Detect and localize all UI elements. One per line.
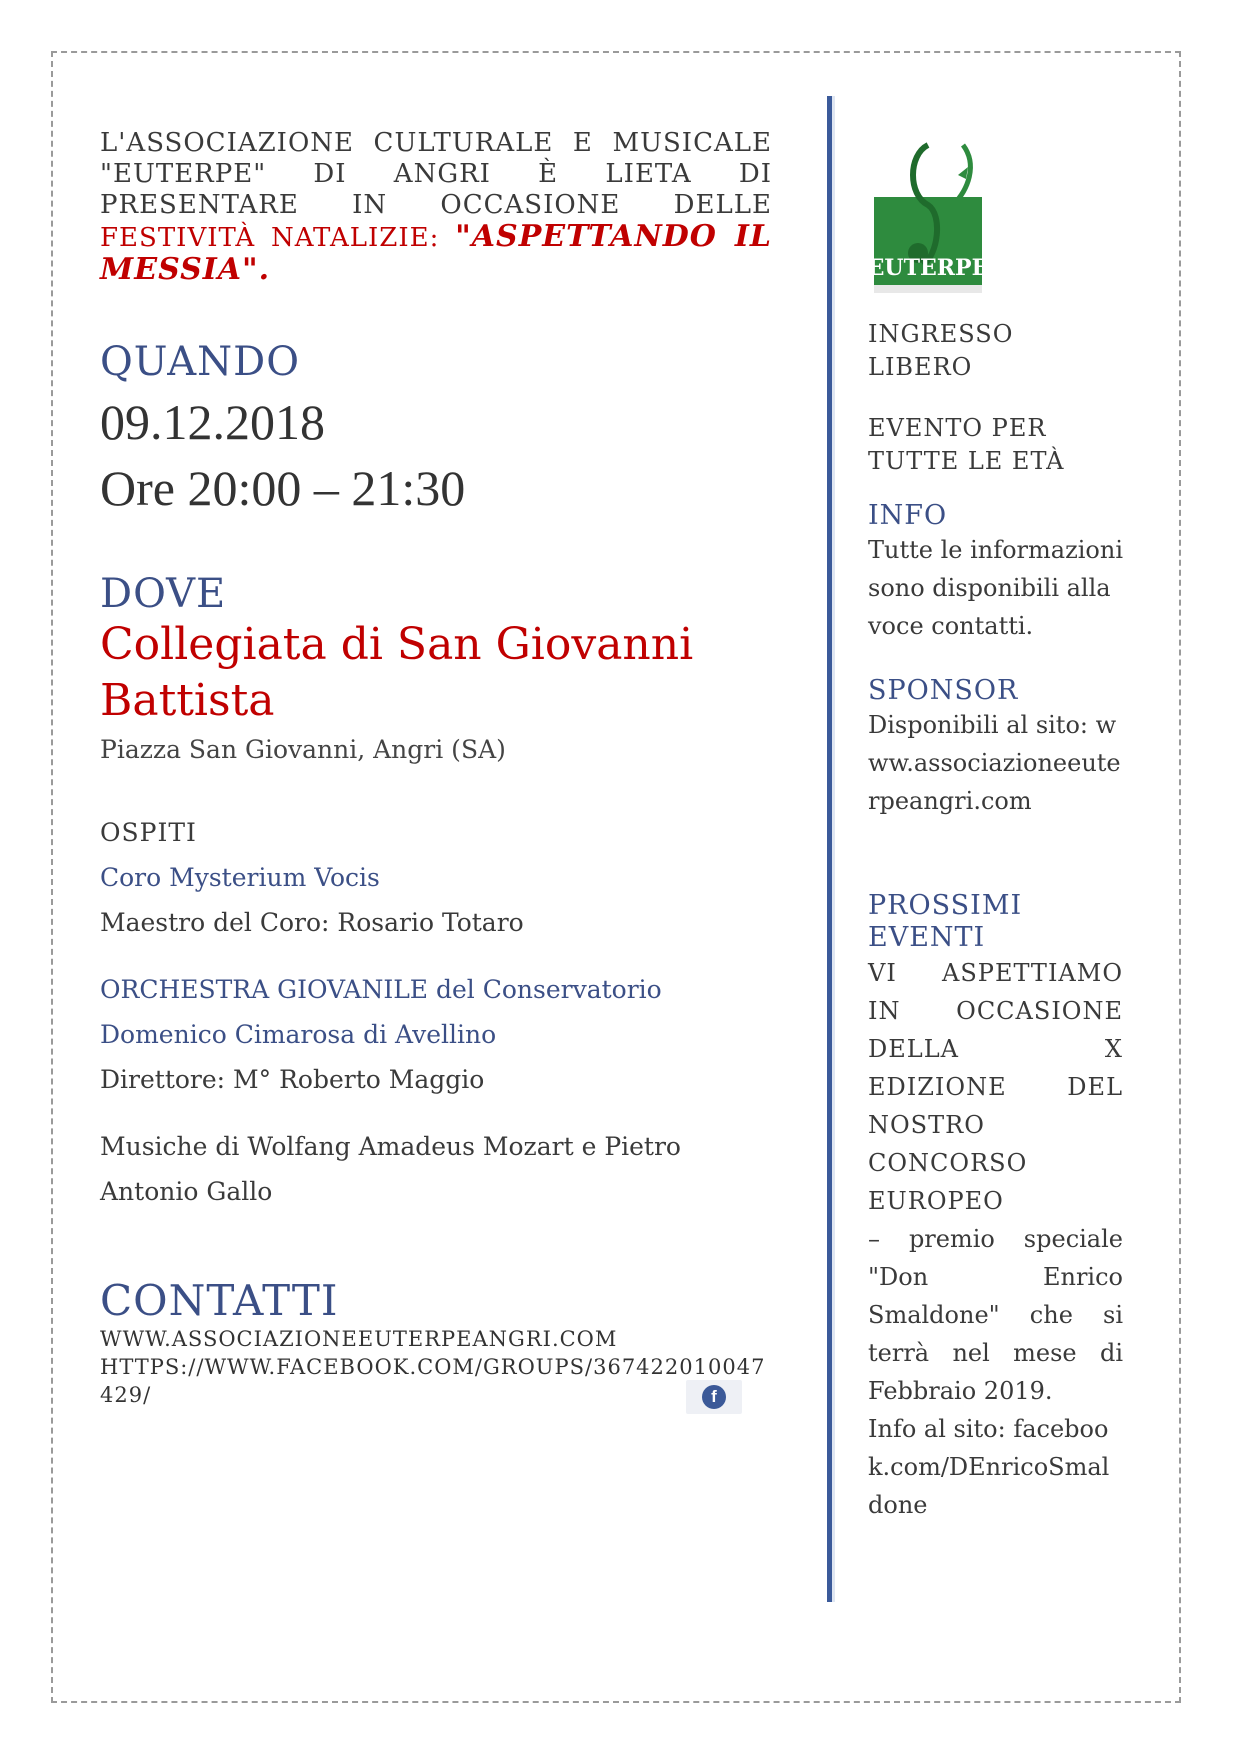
choir-name: Coro Mysterium Vocis <box>100 863 380 892</box>
venue-name: Collegiata di San Giovanni Battista <box>100 619 694 726</box>
logo-graphic <box>868 135 998 310</box>
orchestra-line-1: ORCHESTRA GIOVANILE del Conservatorio <box>100 975 662 1004</box>
music-program: Musiche di Wolfang Amadeus Mozart e Pietro Antonio Gallo <box>100 1132 681 1206</box>
sponsor-heading: SPONSOR <box>868 675 1019 706</box>
euterpe-logo <box>868 135 998 310</box>
venue-address: Piazza San Giovanni, Angri (SA) <box>100 735 506 764</box>
festivity-text: FESTIVITÀ NATALIZIE: <box>100 223 440 253</box>
contact-website[interactable]: WWW.ASSOCIAZIONEEUTERPEANGRI.COM <box>100 1327 618 1351</box>
where-heading: DOVE <box>100 571 227 617</box>
orchestra-director: Direttore: M° Roberto Maggio <box>100 1065 485 1094</box>
main-column <box>100 128 772 1409</box>
ages-text: EVENTO PER TUTTE LE ETÀ <box>868 414 1065 475</box>
intro-text: L'ASSOCIAZIONE CULTURALE E MUSICALE "EUTERPE" DI ANGRI È LIETA DI PRESENTARE IN OCCASIONE DELLE <box>100 128 772 220</box>
facebook-icon[interactable] <box>686 1380 742 1414</box>
logo-text: EUTERPE <box>868 255 989 281</box>
facebook-glyph: f <box>702 1385 726 1409</box>
event-time: Ore 20:00 – 21:30 <box>100 460 466 516</box>
next-events-text: – premio speciale "Don Enrico Smaldone" che si terrà nel mese di Febbraio 2019. <box>868 1225 1123 1405</box>
sidebar <box>868 135 1123 1524</box>
contact-facebook-url[interactable]: HTTPS://WWW.FACEBOOK.COM/GROUPS/367422010047429/ <box>100 1355 766 1407</box>
next-events-info: Info al sito: facebook.com/DEnricoSmaldone <box>868 1415 1110 1519</box>
choir-master: Maestro del Coro: Rosario Totaro <box>100 908 524 937</box>
next-events-caps: VI ASPETTIAMO IN OCCASIONE DELLA X EDIZIONE DEL NOSTRO CONCORSO EUROPEO <box>868 959 1123 1215</box>
next-events-heading: PROSSIMI EVENTI <box>868 890 1023 953</box>
info-heading: INFO <box>868 500 948 531</box>
guests-heading: OSPITI <box>100 818 197 847</box>
intro-paragraph <box>100 128 772 287</box>
info-text: Tutte le informazioni sono disponibili alla voce contatti. <box>868 536 1123 640</box>
orchestra-line-2: Domenico Cimarosa di Avellino <box>100 1020 497 1049</box>
entry-text: INGRESSO LIBERO <box>868 320 1014 381</box>
when-heading: QUANDO <box>100 339 301 385</box>
event-title: "ASPETTANDO IL MESSIA". <box>100 219 772 287</box>
sponsor-text: Disponibili al sito: www.associazioneeuterpeangri.com <box>868 711 1121 815</box>
event-date: 09.12.2018 <box>100 394 325 450</box>
contacts-heading: CONTATTI <box>100 1276 339 1325</box>
column-divider <box>827 96 835 1602</box>
